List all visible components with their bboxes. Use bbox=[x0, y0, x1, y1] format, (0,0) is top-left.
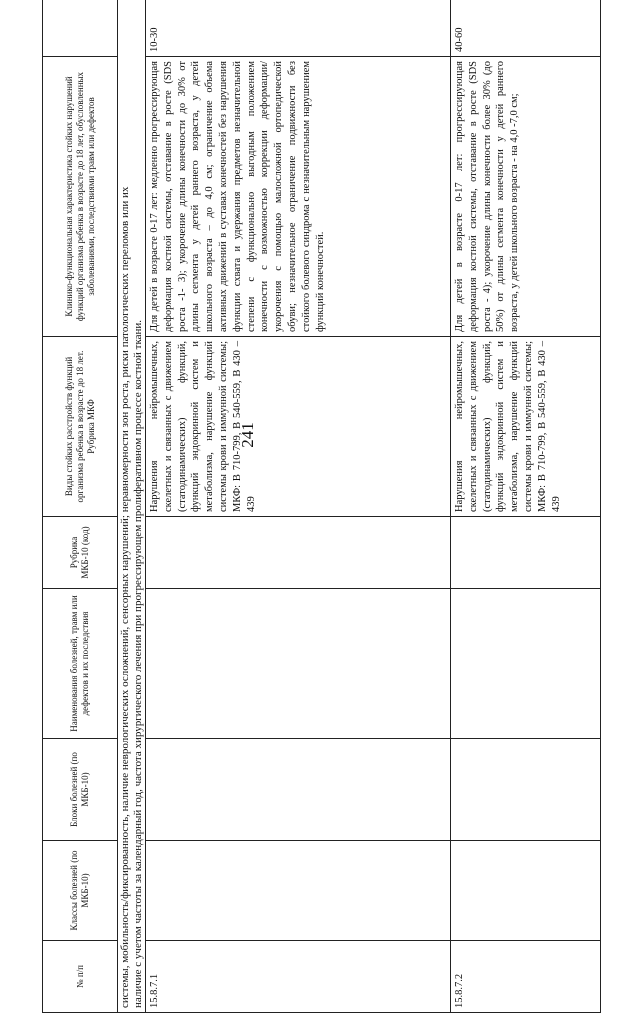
rotated-table-wrapper bbox=[42, 0, 578, 1013]
note-line-2: наличие с учетом частоты за календарный год, частота хирургического лечения при прогрессирующем пролиферативном процессе костной ткани. bbox=[131, 319, 144, 1008]
row-mkf: Нарушения нейромышечных, скелетных и связанных с движением (статодинамических) функций, функций эндокринной систем и метаболизма, нарушение функций системы крови и иммунной системы; МКФ: В 710-799, В 540-559, В 430 – 439 bbox=[146, 337, 451, 517]
header-num: № п/п bbox=[43, 941, 118, 1013]
table-row bbox=[146, 0, 451, 1013]
row-blocks bbox=[451, 739, 601, 841]
row-classes bbox=[451, 841, 601, 941]
row-blocks bbox=[146, 739, 451, 841]
table-row bbox=[451, 0, 601, 1013]
row-num: 15.8.7.1 bbox=[146, 941, 451, 1013]
header-classes: Классы болезней (по МКБ-10) bbox=[43, 841, 118, 941]
row-classes bbox=[146, 841, 451, 941]
header-rubric: Рубрика МКБ-10 (код) bbox=[43, 517, 118, 589]
note-cell bbox=[118, 0, 146, 1013]
header-diseases: Наименования болезней, травм или дефектов и их последствия bbox=[43, 589, 118, 739]
row-rubric bbox=[146, 517, 451, 589]
note-row bbox=[118, 0, 146, 1013]
row-clinical: Для детей в возрасте 0-17 лет: медленно прогрессирующая деформация костной системы, отставание в росте (SDS роста -1- 3); укорочение длины конечности до 30% от длины сегмента у детей раннего возраста, у детей школьного возраста – до 4,0 см; ограничение объема активных движений в суставах конечностей без нарушения функции схвата и удержания предметов незначительной степени с функционально выгодным положением конечности с возможностью коррекции деформации/укорочения с помощью малосложной ортопедической обуви; незначительное ограничение подвижности без стойкого болевого синдрома с незначительным нарушением функций конечностей. bbox=[146, 57, 451, 337]
row-mkf: Нарушения нейромышечных, скелетных и связанных с движением (статодинамических) функций, функций эндокринной систем и метаболизма, нарушение функций системы крови и иммунной системы; МКФ: В 710-799, В 540-559, В 430 – 439 bbox=[451, 337, 601, 517]
row-num: 15.8.7.2 bbox=[451, 941, 601, 1013]
header-clinical: Клинико-функциональная характеристика стойких нарушений функций организма ребенка в возрасте до 18 лет, обусловленных заболеваниями, последствиями травм или дефектов bbox=[43, 57, 118, 337]
row-diseases bbox=[451, 589, 601, 739]
header-mkf: Виды стойких расстройств функций организма ребенка в возрасте до 18 лет. Рубрика МКФ bbox=[43, 337, 118, 517]
row-estimate: 10-30 bbox=[146, 0, 451, 57]
page-number: 241 bbox=[238, 422, 257, 448]
row-clinical: Для детей в возрасте 0-17 лет: прогрессирующая деформация костной системы, отставание в росте (SDS роста - 4); укорочение длины конечности более 30% (до 50%) от длины сегмента конечности у детей раннего возраста, у детей школьного возраста - на 4,0 -7,0 см; bbox=[451, 57, 601, 337]
header-estimate bbox=[43, 0, 118, 57]
header-blocks: Блоки болезней (по МКБ-10) bbox=[43, 739, 118, 841]
disability-criteria-table bbox=[42, 0, 601, 1013]
row-diseases bbox=[146, 589, 451, 739]
row-estimate: 40-60 bbox=[451, 0, 601, 57]
note-line-1: системы, мобильность/фиксированность, наличие неврологических осложнений, сенсорных нарушений; неравномерности зон роста, риски патологических переломов или их bbox=[119, 186, 131, 1008]
header-row bbox=[43, 0, 118, 1013]
row-rubric bbox=[451, 517, 601, 589]
